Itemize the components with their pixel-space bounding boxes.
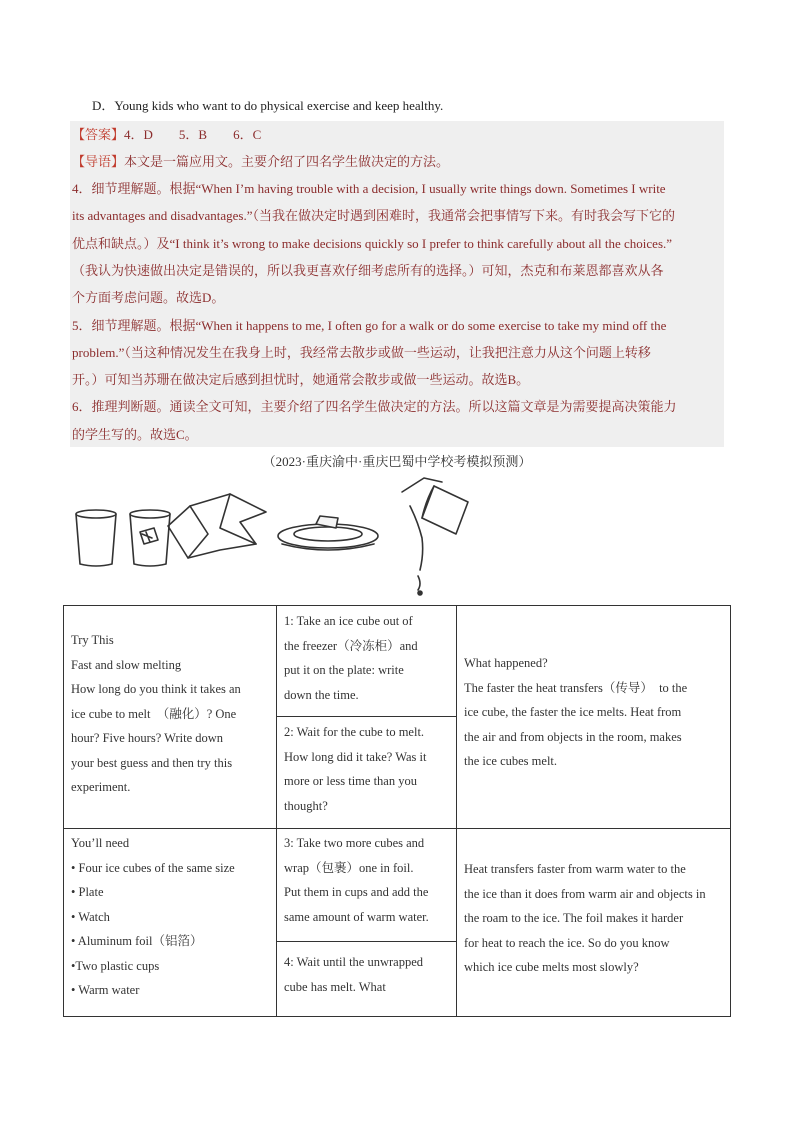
explanation-line: 6．推理判断题。通读全文可知，主要介绍了四名学生做决定的方法。所以这篇文章是为需要提高决策能力 xyxy=(72,399,677,414)
experiment-table xyxy=(63,605,731,1017)
cell-line: wrap（包裹）one in foil. xyxy=(284,860,414,875)
guide-text: 本文是一篇应用文。主要介绍了四名学生做决定的方法。 xyxy=(124,154,450,169)
cell-line: ice cube to melt （融化）? One xyxy=(71,706,237,721)
cell-line: The faster the heat transfers（传导） to the xyxy=(464,680,688,695)
cell-line: the air and from objects in the room, makes xyxy=(464,729,682,744)
cell-line: How long do you think it takes an xyxy=(71,682,241,696)
cell-line: the ice cubes melt. xyxy=(464,754,558,768)
cell-line: experiment. xyxy=(71,780,131,794)
cell-line: What happened? xyxy=(464,656,548,670)
cell-line: •Two plastic cups xyxy=(71,958,160,973)
cell-line: How long did it take? Was it xyxy=(284,749,427,764)
cell-line: more or less time than you xyxy=(284,774,417,788)
cell-line: cube has melt. What xyxy=(284,979,386,994)
explanation-line: 开。）可知当苏珊在做决定后感到担忧时，她通常会散步或做一些运动。故选B。 xyxy=(72,372,530,387)
cell-line: the roam to the ice. The foil makes it harder xyxy=(464,911,684,925)
question-source: （2023·重庆渝中·重庆巴蜀中学校考模拟预测） xyxy=(262,454,532,469)
cell-line: • Warm water xyxy=(71,983,140,997)
cell-line: your best guess and then try this xyxy=(71,755,233,770)
answer-line xyxy=(72,124,261,143)
cell-line: • Four ice cubes of the same size xyxy=(71,860,235,875)
explanation-line: （我认为快速做出决定是错误的，所以我更喜欢仔细考虑所有的选择。）可知，杰克和布莱恩都喜欢从各 xyxy=(72,263,664,278)
cell-line: You’ll need xyxy=(71,836,130,850)
cell-line: 4: Wait until the unwrapped xyxy=(284,955,424,969)
cell-line: the freezer（冷冻柜）and xyxy=(284,638,418,653)
cell-line: Put them in cups and add the xyxy=(284,885,429,899)
answer-text: 4．D 5．B 6．C xyxy=(124,127,262,142)
explanation-line: 个方面考虑问题。故选D。 xyxy=(72,290,225,305)
guide-line xyxy=(72,151,449,170)
explanation-line: 优点和缺点。）及“I think it’s wrong to make decisions quickly so I prefer to think carefully about all the choices.” xyxy=(72,236,673,251)
cell-line: Heat transfers faster from warm water to the xyxy=(464,862,686,876)
plastic-cup-illustration xyxy=(76,510,116,566)
cell-line: 3: Take two more cubes and xyxy=(284,836,425,850)
cell-line: ice cube, the faster the ice melts. Heat from xyxy=(464,705,682,719)
cell-line: same amount of warm water. xyxy=(284,909,429,924)
cell-line: • Aluminum foil（铝箔） xyxy=(71,934,203,948)
guide-label: 【导语】 xyxy=(72,154,125,169)
explanation-line: 5．细节理解题。根据“When it happens to me, I often go for a walk or do some exercise to take my mind off the xyxy=(72,318,667,333)
cup-with-ice-illustration xyxy=(130,510,170,566)
step-2-cell xyxy=(277,717,457,829)
cell-line: • Watch xyxy=(71,909,110,924)
cell-line: Fast and slow melting xyxy=(71,657,182,672)
option-d: D．Young kids who want to do physical exercise and keep healthy. xyxy=(92,98,444,113)
plate-with-ice-illustration xyxy=(278,516,378,550)
cell-line: for heat to reach the ice. So do you know xyxy=(464,935,670,950)
pouring-water-illustration xyxy=(402,478,468,595)
step-3-cell xyxy=(277,829,457,942)
cell-line: • Plate xyxy=(71,885,104,899)
explanation-line: problem.”（当这种情况发生在我身上时，我经常去散步或做一些运动，让我把注意力从这个问题上转移 xyxy=(72,345,651,360)
explanation-cell xyxy=(457,829,731,1017)
cell-line: the ice than it does from warm air and objects in xyxy=(464,886,706,901)
step-1-cell xyxy=(277,606,457,717)
step-4-cell xyxy=(277,942,457,1017)
cell-line: down the time. xyxy=(284,687,359,702)
answer-label: 【答案】 xyxy=(72,127,125,142)
try-this-cell xyxy=(64,606,277,829)
aluminum-foil-illustration xyxy=(168,494,266,558)
table-row xyxy=(64,606,731,717)
explanation-line: its advantages and disadvantages.”（当我在做决定时遇到困难时，我通常会把事情写下来。有时我会写下它的 xyxy=(72,208,675,223)
cell-line: Try This xyxy=(71,633,114,647)
what-happened-cell xyxy=(457,606,731,829)
explanation-line: 4．细节理解题。根据“When I’m having trouble with a decision, I usually write things down. Sometimes I write xyxy=(72,181,666,196)
cell-line: thought? xyxy=(284,798,328,813)
cell-line: put it on the plate: write xyxy=(284,663,404,677)
cell-line: 2: Wait for the cube to melt. xyxy=(284,725,425,739)
cell-line: 1: Take an ice cube out of xyxy=(284,614,413,628)
cell-line: hour? Five hours? Write down xyxy=(71,731,224,745)
table-row xyxy=(64,829,731,942)
experiment-illustration xyxy=(70,472,490,600)
cell-line: which ice cube melts most slowly? xyxy=(464,960,639,974)
you-need-cell xyxy=(64,829,277,1017)
explanation-line: 的学生写的。故选C。 xyxy=(72,427,198,442)
